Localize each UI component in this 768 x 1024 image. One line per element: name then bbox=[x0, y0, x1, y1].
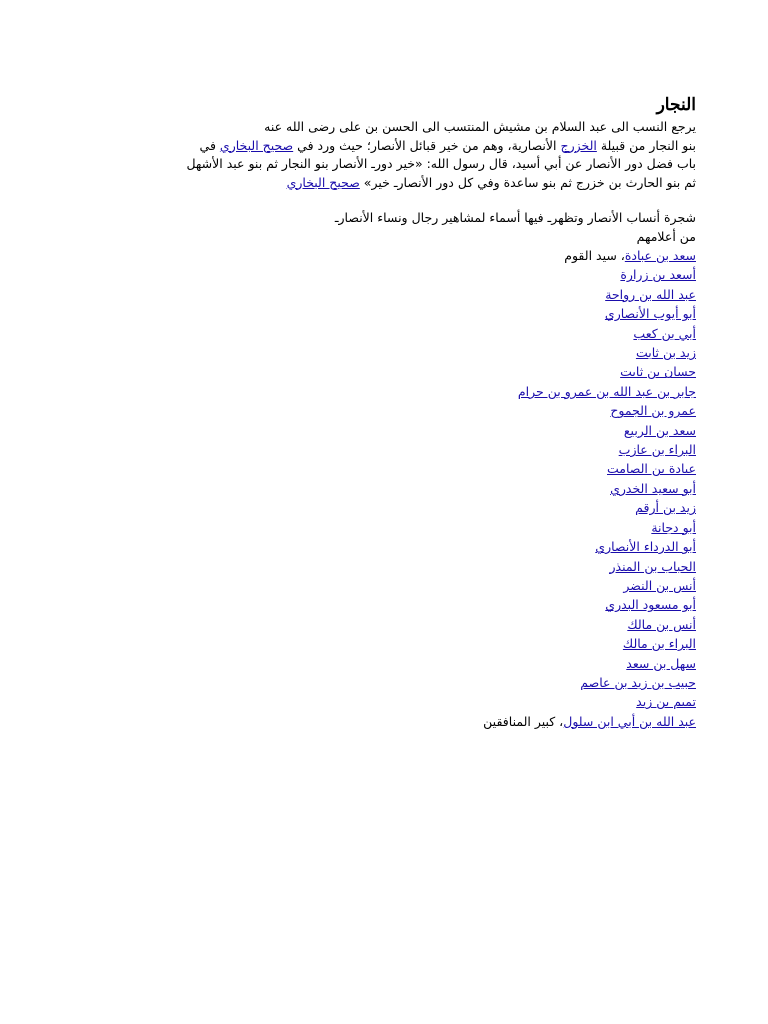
list-item bbox=[100, 459, 696, 478]
notable-link[interactable]: تميم بن زيد bbox=[636, 694, 696, 710]
notable-link[interactable]: الحباب بن المنذر bbox=[609, 558, 696, 574]
document-page bbox=[100, 94, 696, 731]
notable-link[interactable]: جابر بن عبد الله بن عمرو بن حرام bbox=[517, 383, 696, 399]
notable-link[interactable]: أبي بن كعب bbox=[633, 325, 696, 341]
notable-link[interactable]: أنس بن النضر bbox=[623, 577, 696, 593]
notable-link[interactable]: زيد بن ثابت bbox=[635, 345, 696, 361]
khazraj-link[interactable]: الخزرج bbox=[560, 137, 597, 153]
intro-line-4 bbox=[100, 174, 696, 193]
intro-line-2 bbox=[100, 137, 696, 156]
list-item bbox=[100, 265, 696, 284]
tree-line: شجرة أنساب الأنصار وتظهرـ فيها أسماء لمشاهير رجال ونساء الأنصارـ bbox=[334, 210, 696, 225]
intro-paragraph bbox=[100, 118, 696, 192]
intro-line-2-end: في bbox=[199, 137, 220, 153]
notables-list bbox=[100, 246, 696, 731]
paragraph-spacer bbox=[100, 192, 696, 209]
list-item bbox=[100, 634, 696, 653]
list-item bbox=[100, 362, 696, 381]
list-item bbox=[100, 421, 696, 440]
notable-link[interactable]: أبو أيوب الأنصاري bbox=[604, 306, 696, 322]
notable-link[interactable]: أبو سعيد الخدري bbox=[610, 480, 696, 496]
list-item bbox=[100, 712, 696, 731]
list-item bbox=[100, 518, 696, 537]
notable-link[interactable]: أنس بن مالك bbox=[627, 616, 696, 632]
list-item bbox=[100, 479, 696, 498]
notable-link[interactable]: عبد الله بن رواحة bbox=[605, 286, 696, 302]
notable-link[interactable]: حبيب بن زيد بن عاصم bbox=[580, 674, 696, 690]
notable-note: ، كبير المنافقين bbox=[483, 713, 564, 729]
list-item bbox=[100, 692, 696, 711]
list-item bbox=[100, 324, 696, 343]
sahih-bukhari-link-2[interactable]: صحيح البخاري bbox=[286, 174, 360, 190]
list-item bbox=[100, 595, 696, 614]
notable-link[interactable]: أبو الدرداء الأنصاري bbox=[595, 539, 696, 555]
sahih-bukhari-link[interactable]: صحيح البخاري bbox=[219, 137, 294, 153]
list-item bbox=[100, 673, 696, 692]
notable-link[interactable]: أسعد بن زرارة bbox=[620, 267, 696, 283]
notable-link[interactable]: أبو مسعود البدري bbox=[605, 597, 696, 613]
notable-note: ، سيد القوم bbox=[564, 248, 625, 263]
list-item bbox=[100, 498, 696, 517]
list-item bbox=[100, 537, 696, 556]
list-item bbox=[100, 382, 696, 401]
intro-line-3: باب فضل دور الأنصار عن أبي أسيد، قال رسول الله: «خير دورـ الأنصار بنو النجار ثم بنو عبد الأشهل bbox=[186, 156, 696, 171]
notable-link[interactable]: عبادة بن الصامت bbox=[607, 461, 696, 477]
intro-line-2-middle: الأنصارية، وهم من خير قبائل الأنصار؛ حيث ورد في bbox=[293, 137, 561, 153]
list-item bbox=[100, 401, 696, 420]
list-item bbox=[100, 343, 696, 362]
list-item bbox=[100, 440, 696, 459]
list-item bbox=[100, 654, 696, 673]
list-item bbox=[100, 576, 696, 595]
list-item bbox=[100, 557, 696, 576]
notable-link[interactable]: عبد الله بن أبي ابن سلول bbox=[563, 713, 696, 729]
list-item bbox=[100, 615, 696, 634]
intro-line-2-start: بنو النجار من قبيلة bbox=[596, 137, 696, 153]
notables-heading: من أعلامهم bbox=[636, 228, 696, 244]
list-item bbox=[100, 285, 696, 304]
notable-link[interactable]: سهل بن سعد bbox=[626, 655, 696, 671]
notable-link[interactable]: البراء بن مالك bbox=[622, 636, 696, 652]
notable-link[interactable]: سعد بن عبادة bbox=[624, 248, 696, 263]
notable-link[interactable]: زيد بن أرقم bbox=[635, 500, 696, 516]
intro-line-1: يرجع النسب الى عبد السلام بن مشيش المنتسب الى الحسن بن على رضى الله عنه bbox=[264, 119, 696, 134]
notable-link[interactable]: سعد بن الربيع bbox=[623, 422, 696, 438]
notable-link[interactable]: أبو دجانة bbox=[651, 519, 696, 535]
notable-link[interactable]: البراء بن عازب bbox=[618, 442, 696, 458]
page-title: النجار bbox=[656, 95, 696, 114]
list-item bbox=[100, 246, 696, 265]
intro-line-4-text: ثم بنو الحارث بن خزرج ثم بنو ساعدة وفي كل دور الأنصارـ خير» bbox=[359, 174, 696, 190]
notable-link[interactable]: حسان بن ثابت bbox=[620, 364, 696, 380]
notable-link[interactable]: عمرو بن الجموح bbox=[610, 403, 696, 419]
list-item bbox=[100, 304, 696, 323]
